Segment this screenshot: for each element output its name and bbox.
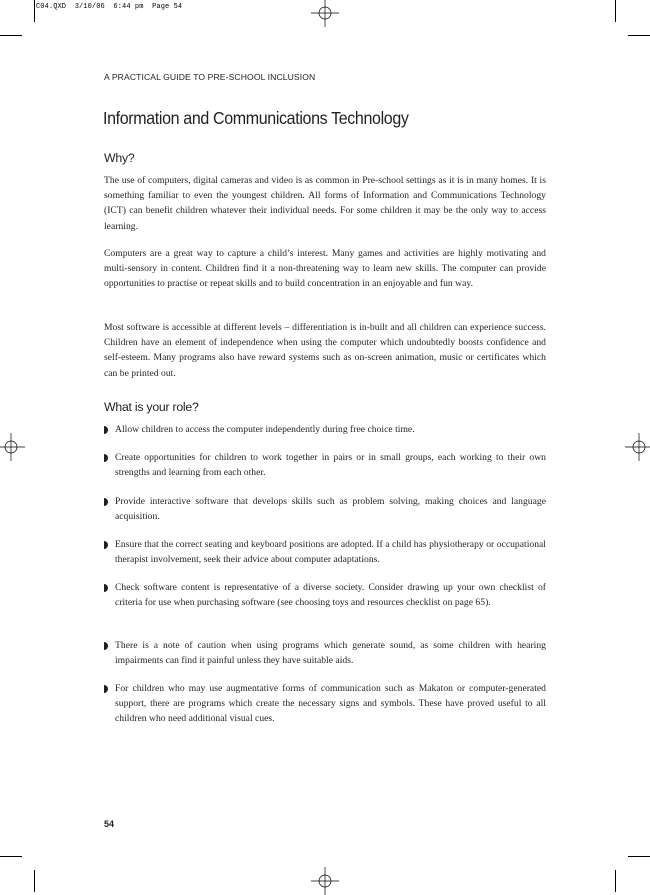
why-paragraph-2: Computers are a great way to capture a child’s interest. Many games and activities are highly motivating and multi-sensory in content. Children find it a non-threatening way to learn new skills. The computer can provide opportunities to practise or repeat skills and to build concentration in an enjoyable and fun way.	[104, 248, 546, 290]
print-slug: C04.QXD 3/10/06 6:44 pm Page 54	[36, 3, 183, 11]
running-head: A PRACTICAL GUIDE TO PRE-SCHOOL INCLUSION	[104, 72, 316, 82]
crop-mark	[615, 0, 616, 22]
list-item-text: There is a note of caution when using programs which generate sound, as some children with hearing impairments can find it painful unless they have suitable aids.	[115, 640, 546, 667]
registration-mark-top	[311, 0, 339, 27]
crop-mark	[0, 856, 22, 857]
crop-mark	[615, 870, 616, 892]
registration-mark-right	[625, 433, 650, 461]
why-paragraph-1: The use of computers, digital cameras and video is as common in Pre-school settings as it is in many homes. It is something familiar to even the youngest children. All forms of Information and Communications Technology (ICT) can benefit children whatever their individual needs. For some children it may be the only way to access learning.	[104, 175, 546, 232]
list-item-text: Check software content is representative of a diverse society. Consider drawing up your own checklist of criteria for use when purchasing software (see choosing toys and resources checklist on page 65).	[115, 582, 546, 609]
half-circle-bullet-icon	[104, 642, 109, 650]
registration-mark-left	[0, 433, 25, 461]
half-circle-bullet-icon	[104, 454, 109, 462]
half-circle-bullet-icon	[104, 685, 109, 693]
why-heading: Why?	[104, 151, 135, 165]
half-circle-bullet-icon	[104, 541, 109, 549]
half-circle-bullet-icon	[104, 584, 109, 592]
list-item-text: Ensure that the correct seating and keyboard positions are adopted. If a child has physiotherapy or occupational therapist involvement, seek their advice about computer adaptations.	[115, 539, 546, 566]
half-circle-bullet-icon	[104, 426, 109, 434]
crop-mark	[0, 35, 22, 36]
why-paragraph-3: Most software is accessible at different levels – differentiation is in-built and all children can experience success. Children have an element of independence when using the computer which undoubtedly boosts confidence and self-esteem. Many programs also have reward systems such as on-screen animation, music or certificates which can be printed out.	[104, 322, 546, 379]
crop-mark	[628, 856, 650, 857]
crop-mark	[34, 0, 35, 22]
list-item-text: For children who may use augmentative forms of communication such as Makaton or computer-generated support, there are programs which create the necessary signs and symbols. These have proved useful to all children who need additional visual cues.	[115, 683, 546, 725]
registration-mark-bottom	[311, 867, 339, 895]
section-title: Information and Communications Technology	[103, 110, 409, 129]
crop-mark	[628, 35, 650, 36]
list-item-text: Provide interactive software that develops skills such as problem solving, making choices and language acquisition.	[115, 496, 546, 523]
list-item-text: Allow children to access the computer independently during free choice time.	[115, 424, 415, 435]
page-number: 54	[104, 819, 115, 829]
list-item-text: Create opportunities for children to work together in pairs or in small groups, each working to their own strengths and learning from each other.	[115, 452, 546, 479]
role-heading: What is your role?	[104, 400, 199, 414]
crop-mark	[34, 870, 35, 892]
half-circle-bullet-icon	[104, 498, 109, 506]
